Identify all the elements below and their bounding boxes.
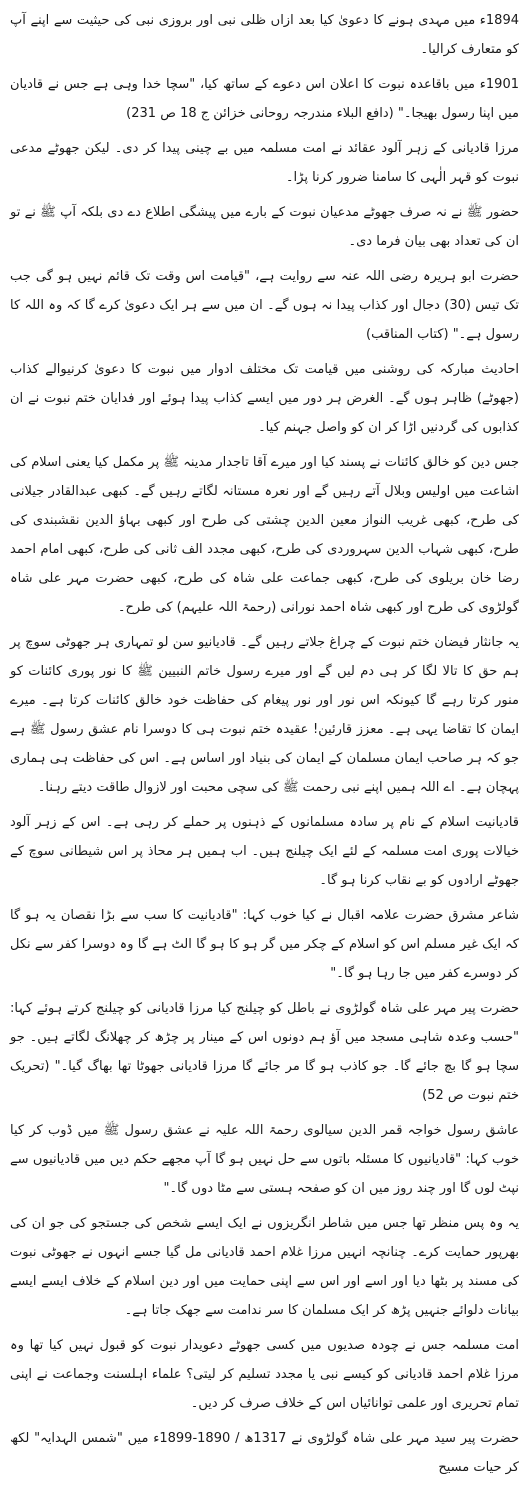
paragraph: جس دین کو خالق کائنات نے پسند کیا اور میرے آقا تاجدار مدینہ ﷺ پر مکمل کیا یعنی اسلام کی اشاعت میں اولیس وبلال آتے رہیں گے اور نعرہ مستانہ لگاتے رہیں گے۔ کبھی عبدالقادر جیلانی کی طرح، کبھی غریب النواز معین الدین چشتی کی طرح اور کبھی بہاؤ الدین نقشبندی کی طرح، کبھی شہاب الدین سہروردی کی طرح، کبھی مجدد الف ثانی کی طرح، کبھی امام احمد رضا خان بریلوی کی طرح، کبھی جماعت علی شاہ کی طرح، کبھی حضرت مہر علی شاہ گولڑوی کی طرح اور کبھی شاہ احمد نورانی (رحمۃ اللہ علیہم) کی طرح۔: [10, 455, 519, 615]
paragraph: حضور ﷺ نے نہ صرف جھوٹے مدعیان نبوت کے بارے میں پیشگی اطلاع دے دی بلکہ آپ ﷺ نے تو ان کی تعداد بھی بیان فرما دی۔: [10, 205, 519, 249]
paragraph: 1901ء میں باقاعدہ نبوت کا اعلان اس دعوے کے ساتھ کیا، "سچا خدا وہی ہے جس نے قادیان میں اپنا رسول بھیجا۔" (دافع البلاء مندرجہ روحانی خزائن ج 18 ص 231): [10, 77, 519, 121]
paragraph: 1894ء میں مہدی ہونے کا دعویٰ کیا بعد ازاں ظلی نبی اور بروزی نبی کی حیثیت سے اپنے آپ کو متعارف کرالیا۔: [10, 13, 519, 57]
paragraph: حضرت پیر مہر علی شاہ گولڑوی نے باطل کو چیلنج کیا مرزا قادیانی کو چیلنج کرتے ہوئے کہا: "حسب وعدہ شاہی مسجد میں آؤ ہم دونوں اس کے مینار پر چڑھ کر چھلانگ لگاتے ہیں۔ جو سچا ہو گا بچ جائے گا۔ جو کاذب ہو گا مر جائے گا مرزا قادیانی جھوٹا تھا بھاگ گیا۔" (تحریک ختم نبوت ص 52): [10, 1001, 519, 1103]
paragraph: مرزا قادیانی کے زہر آلود عقائد نے امت مسلمہ میں بے چینی پیدا کر دی۔ لیکن جھوٹے مدعی نبوت کو قہر الٰہی کا سامنا ضرور کرنا پڑا۔: [10, 141, 519, 185]
paragraph: حضرت پیر سید مہر علی شاہ گولڑوی نے 1317ھ / 1890-1899ء میں "شمس الہدایہ" لکھ کر حیات مسیح: [10, 1431, 519, 1475]
paragraph: یہ جانثار فیضان ختم نبوت کے چراغ جلاتے رہیں گے۔ قادیانیو سن لو تمہاری ہر جھوٹی سوچ پر ہم حق کا تالا لگا کر ہی دم لیں گے اور میرے رسول خاتم النبیین ﷺ کا نور پوری کائنات کو منور کرتا رہے گا کیونکہ اس نور اور نور پیغام کی حفاظت خود خالق کائنات کرتا ہے۔ میرے ایمان کا تقاضا یہی ہے۔ معزز قارئین! عقیدہ ختم نبوت ہی کا دوسرا نام عشق رسول ﷺ ہے جو کہ ہر صاحب ایمان مسلمان کے ایمان کی بنیاد اور اساس ہے۔ اس کی حفاظت ہی ہماری پہچان ہے۔ اے اللہ ہمیں اپنے نبی رحمت ﷺ کی سچی محبت اور لازوال طاقت دیتے رہنا۔: [10, 635, 519, 795]
paragraph: امت مسلمہ جس نے چودہ صدیوں میں کسی جھوٹے دعویدار نبوت کو قبول نہیں کیا تھا وہ مرزا غلام احمد قادیانی کو کیسے نبی یا مجدد تسلیم کر لیتی؟ علماء اہلسنت وجماعت نے اپنی تمام تحریری اور علمی توانائیاں اس کے خلاف صرف کر دیں۔: [10, 1338, 519, 1411]
paragraph: حضرت ابو ہریرہ رضی اللہ عنہ سے روایت ہے، "قیامت اس وقت تک قائم نہیں ہو گی جب تک تیس (30) دجال اور کذاب پیدا نہ ہوں گے۔ ان میں سے ہر ایک دعویٰ کرے گا کہ وہ اللہ کا رسول ہے۔" (کتاب المناقب): [10, 269, 519, 342]
paragraph: عاشق رسول خواجہ قمر الدین سیالوی رحمۃ اللہ علیہ نے عشق رسول ﷺ میں ڈوب کر کیا خوب کہا: "قادیانیوں کا مسئلہ باتوں سے حل نہیں ہو گا آپ مجھے حکم دیں میں قادیانیوں سے نپٹ لوں گا اور چند روز میں ان کو صفحہ ہستی سے مٹا دوں گا۔": [10, 1123, 519, 1196]
paragraph: قادیانیت اسلام کے نام پر سادہ مسلمانوں کے ذہنوں پر حملے کر رہی ہے۔ اس کے زہر آلود خیالات پوری امت مسلمہ کے لئے ایک چیلنج ہیں۔ اب ہمیں ہر محاذ پر اس شیطانی سوچ کے جھوٹے ارادوں کو بے نقاب کرنا ہو گا۔: [10, 815, 519, 888]
paragraph: احادیث مبارکہ کی روشنی میں قیامت تک مختلف ادوار میں نبوت کا دعویٰ کرنیوالے کذاب (جھوٹے) ظاہر ہوں گے۔ الغرض ہر دور میں ایسے کذاب پیدا ہوئے اور فدایان ختم نبوت نے ان کذابوں کی گردنیں اڑا کر ان کو واصل جہنم کیا۔: [10, 362, 519, 435]
paragraph: یہ وہ پس منظر تھا جس میں شاطر انگریزوں نے ایک ایسے شخص کی جستجو کی جو ان کی بھرپور حمایت کرے۔ چنانچہ انہیں مرزا غلام احمد قادیانی مل گیا جسے انہوں نے جھوٹی نبوت کی مسند پر بٹھا دیا اور اسے اور اس سے اپنی حمایت میں اور دین اسلام کے خلاف ایسے ایسے بیانات دلوائے جنہیں پڑھ کر ایک مسلمان کا سر ندامت سے جھک جاتا ہے۔: [10, 1216, 519, 1318]
paragraph: شاعر مشرق حضرت علامہ اقبال نے کیا خوب کہا: "قادیانیت کا سب سے بڑا نقصان یہ ہو گا کہ ایک غیر مسلم اس کو اسلام کے چکر میں گر ہو کا ہو گا الٹ ہے گا وہ دوسرا کفر سے نکل کر دوسرے کفر میں جا رہا ہو گا۔": [10, 908, 519, 981]
